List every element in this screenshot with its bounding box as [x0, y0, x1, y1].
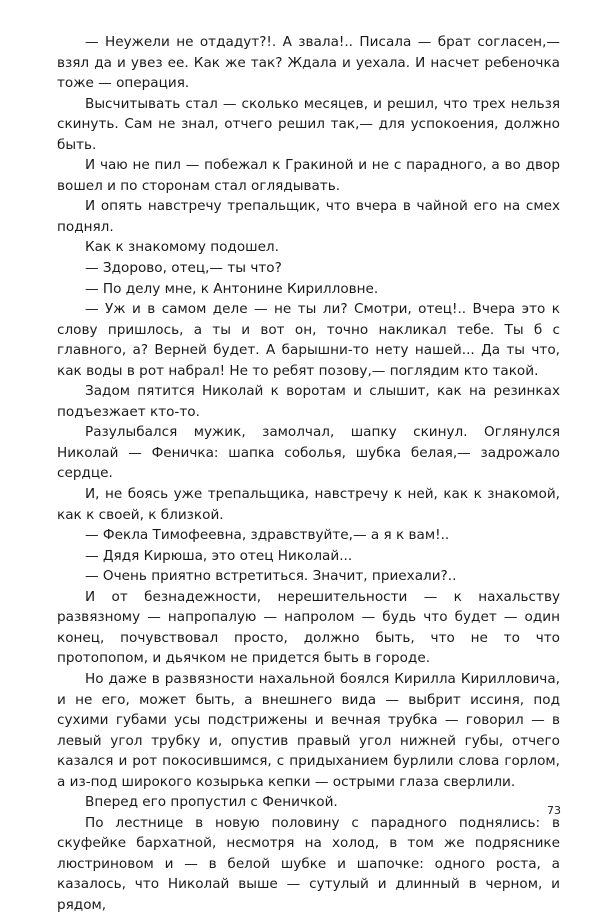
paragraph-16: Но даже в развязности нахальной боялся Кирилла Кирилловича, и не его, может быть, а внешнего вида — выбрит иссиня, под сухими губами усы подстрижены и вечная трубка — говорил — в левый угол трубку и, опустив правый угол нижней губы, отчего казался и рот покосившимся, с придыханием бурлили слова горлом, а из-под широкого козырька кепки — острыми глаза сверлили. — [57, 670, 560, 790]
paragraph-18: По лестнице в новую половину с парадного поднялись: в скуфейке бархатной, несмотря на холод, в том же подряснике люстриновом и — в белой шубке и шапочке: одного роста, а казалось, что Николай выше — сутулый и длинный в черном, и рядом, — [57, 814, 560, 913]
paragraph-15: И от безнадежности, нерешительности — к нахальству развязному — напропалую — напролом — будь что будет — один конец, почувствовал просто, должно быть, что не то что протопопом, и дьячком не придется быть в городе. — [57, 588, 560, 667]
paragraph-2: Высчитывать стал — сколько месяцев, и решил, что трех нельзя скинуть. Сам не знал, отчего решил так,— для успокоения, должно быть. — [57, 95, 560, 153]
paragraph-8: — Уж и в самом деле — не ты ли? Смотри, отец!.. Вчера это к слову пришлось, а ты и вот он, точно накликал тебе. Ты б с главного, а? Верней будет. А барышни-то нету нашей... Да ты что, как воды в рот набрал! Не то ребят позову,— поглядим кто такой. — [57, 301, 560, 379]
paragraph-12: — Фекла Тимофеевна, здравствуйте,— а я к вам!.. — [85, 527, 450, 544]
paragraph-1: — Неужели не отдадут?!. А звала!.. Писала — брат согласен,— взял да и увез ее. Как же так? Ждала и уехала. И насчет ребеночка тоже — операция. — [57, 34, 560, 92]
paragraph-5: Как к знакомому подошел. — [85, 239, 279, 256]
paragraph-4: И опять навстречу трепальщик, что вчера в чайной его на смех поднял. — [57, 198, 560, 235]
page-number: 73 — [547, 804, 561, 817]
paragraph-14: — Очень приятно встретиться. Значит, приехали?.. — [85, 568, 457, 585]
paragraph-6: — Здорово, отец,— ты что? — [85, 260, 282, 277]
paragraph-10: Разулыбался мужик, замолчал, шапку скинул. Оглянулся Николай — Феничка: шапка соболья, шубка белая,— задрожало сердце. — [57, 424, 560, 482]
paragraph-3: И чаю не пил — побежал к Гракиной и не с парадного, а во двор вошел и по сторонам стал оглядывать. — [57, 157, 560, 194]
paragraph-9: Задом пятится Николай к воротам и слышит, как на резинках подъезжает кто-то. — [57, 383, 560, 420]
body-text — [57, 32, 560, 916]
paragraph-13: — Дядя Кирюша, это отец Николай... — [85, 547, 353, 564]
paragraph-11: И, не боясь уже трепальщика, навстречу к ней, как к знакомой, как к своей, к близкой. — [57, 486, 560, 523]
paragraph-17: Вперед его пропустил с Феничкой. — [85, 794, 338, 811]
paragraph-7: — По делу мне, к Антонине Кирилловне. — [85, 280, 379, 297]
